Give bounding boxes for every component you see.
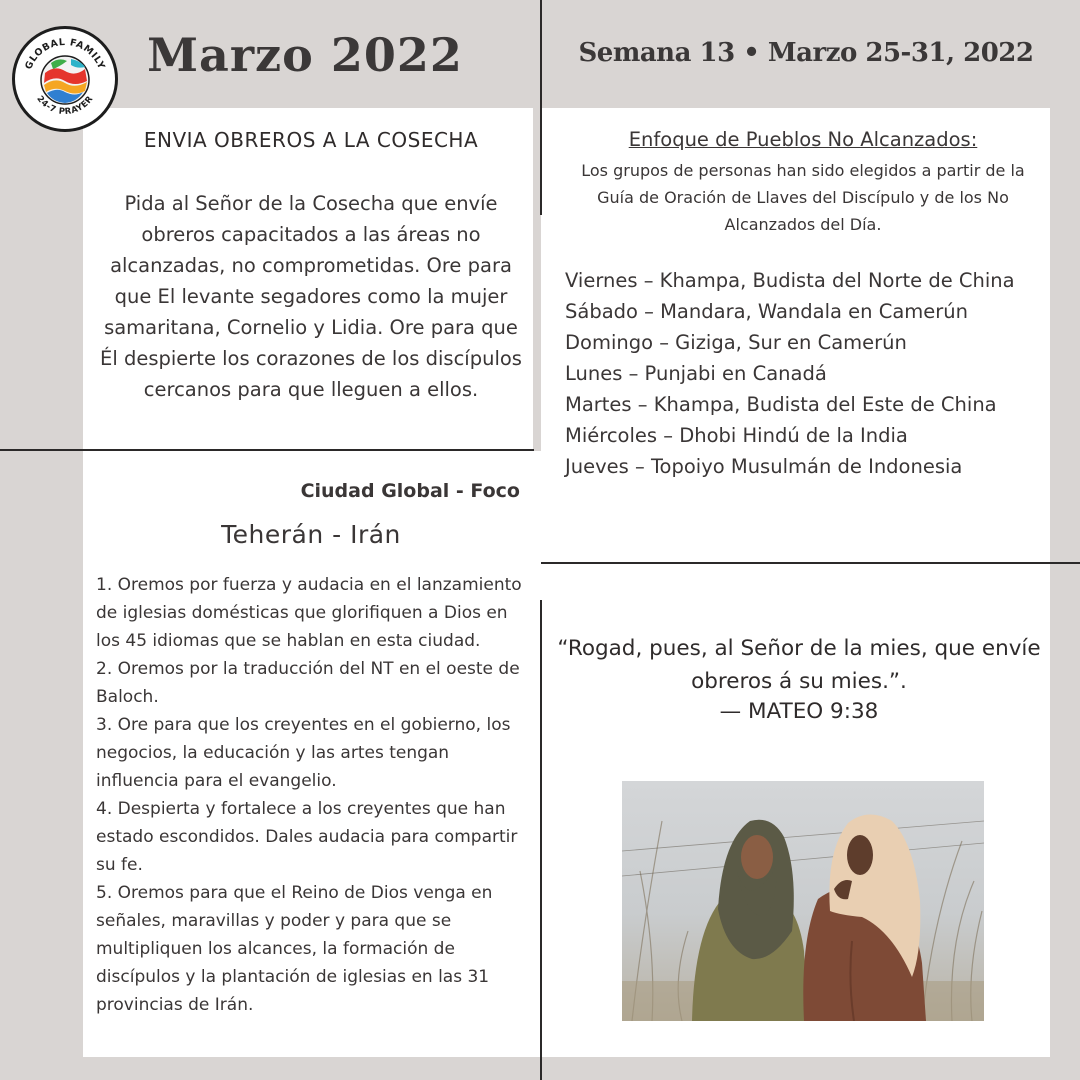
people-group-friday: Viernes – Khampa, Budista del Norte de China <box>565 269 1015 292</box>
people-group-tuesday: Martes – Khampa, Budista del Este de China <box>565 393 997 416</box>
harvest-body: Pida al Señor de la Cosecha que envíe obreros capacitados a las áreas no alcanzadas, no comprometidas. Ore para que El levante segadores como la mujer samaritana, Cornelio y Lidia. Ore para que Él despierte los corazones de los discípulos cercanos para que lleguen a ellos. <box>100 192 522 401</box>
people-group-wednesday: Miércoles – Dhobi Hindú de la India <box>565 424 908 447</box>
verse-reference: — MATEO 9:38 <box>719 699 879 724</box>
prayer-request-2: 2. Oremos por la traducción del NT en el oeste de Baloch. <box>96 659 520 707</box>
city-name: Teherán - Irán <box>221 520 401 549</box>
logo-text-bottom: 24-7 PRAYER <box>34 94 96 118</box>
harvest-heading: ENVIA OBREROS A LA COSECHA <box>143 128 479 152</box>
week-title: Semana 13 • Marzo 25-31, 2022 <box>578 38 1034 68</box>
global-family-logo <box>12 26 118 132</box>
people-group-thursday: Jueves – Topoiyo Musulmán de Indonesia <box>565 455 963 478</box>
unreached-focus-note: Los grupos de personas han sido elegidos a partir de la Guía de Oración de Llaves del Discípulo y de los No Alcanzados del Día. <box>581 161 1025 234</box>
bible-verse: “Rogad, pues, al Señor de la mies, que envíe obreros á su mies.”. <box>557 636 1041 694</box>
top-vertical-divider <box>540 0 542 215</box>
women-in-hijabs-photo <box>622 781 984 1021</box>
prayer-request-1: 1. Oremos por fuerza y audacia en el lanzamiento de iglesias domésticas que glorifiquen a Dios en los 45 idiomas que se hablan en esta ciudad. <box>96 575 522 651</box>
city-prayer-list <box>96 571 530 1019</box>
prayer-request-5: 5. Oremos para que el Reino de Dios venga en señales, maravillas y poder y para que se multipliquen los alcances, la formación de discípulos y la plantación de iglesias en las 31 provincias de Irán. <box>96 883 493 1015</box>
city-focus-label: Ciudad Global - Foco <box>300 480 520 502</box>
bottom-vertical-divider <box>540 600 542 1080</box>
prayer-request-4: 4. Despierta y fortalece a los creyentes que han estado escondidos. Dales audacia para compartir su fe. <box>96 799 518 875</box>
month-title: Marzo 2022 <box>147 28 463 82</box>
unreached-focus-heading: Enfoque de Pueblos No Alcanzados: <box>628 128 978 151</box>
logo-text-top: GLOBAL FAMILY <box>23 36 107 72</box>
people-group-monday: Lunes – Punjabi en Canadá <box>565 362 827 385</box>
people-group-sunday: Domingo – Giziga, Sur en Camerún <box>565 331 907 354</box>
left-horizontal-divider <box>0 449 534 451</box>
people-group-saturday: Sábado – Mandara, Wandala en Camerún <box>565 300 969 323</box>
right-horizontal-divider <box>541 562 1080 564</box>
people-group-list <box>565 265 1043 482</box>
globe-icon <box>15 29 115 129</box>
prayer-request-3: 3. Ore para que los creyentes en el gobierno, los negocios, la educación y las artes tengan influencia para el evangelio. <box>96 715 511 791</box>
photo-illustration <box>622 781 984 1021</box>
